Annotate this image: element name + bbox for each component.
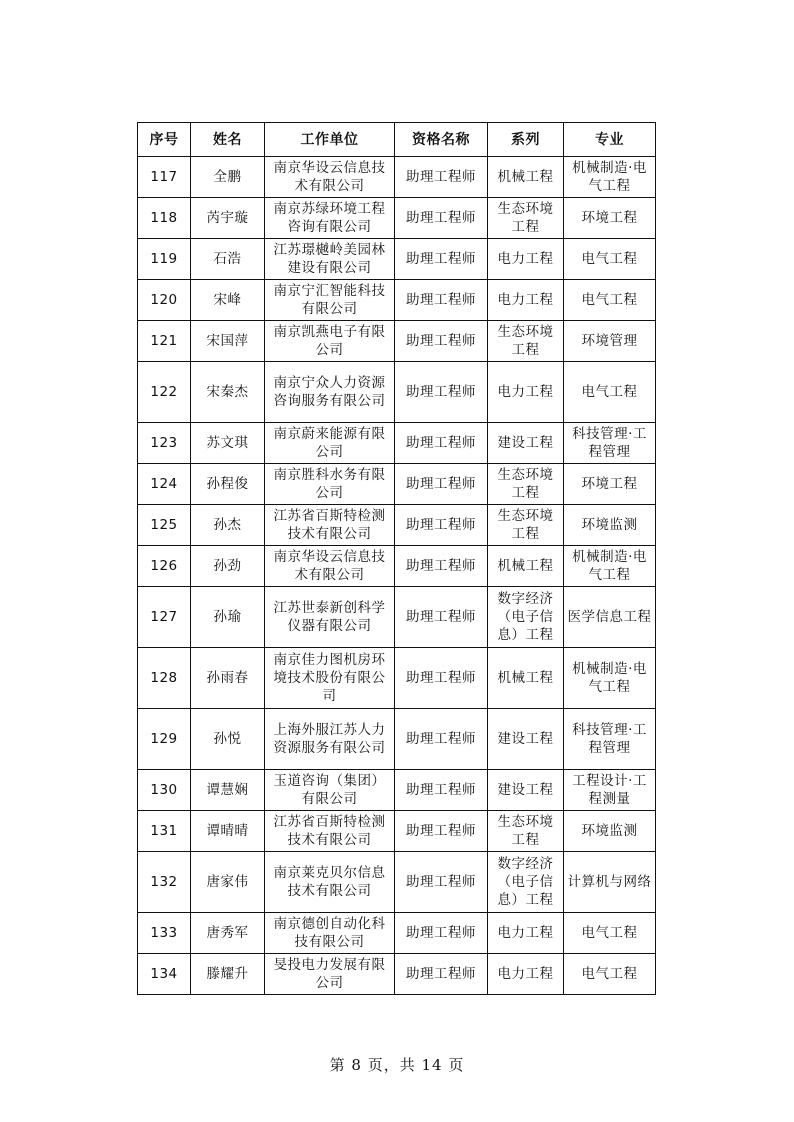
- cell-org: 南京莱克贝尔信息技术有限公司: [265, 852, 395, 913]
- table-row: [138, 505, 656, 546]
- cell-org: 江苏璟樾岭美园林建设有限公司: [265, 239, 395, 280]
- header-cell-series: 系列: [488, 123, 564, 157]
- cell-qual: 助理工程师: [395, 321, 488, 362]
- cell-major: 环境工程: [564, 464, 656, 505]
- cell-series: 机械工程: [488, 648, 564, 709]
- cell-qual: 助理工程师: [395, 587, 488, 648]
- header-cell-no: 序号: [138, 123, 191, 157]
- cell-name: 孙劲: [191, 546, 265, 587]
- cell-major: 计算机与网络: [564, 852, 656, 913]
- table-row: [138, 239, 656, 280]
- cell-no: 117: [138, 157, 191, 198]
- cell-series: 生态环境工程: [488, 464, 564, 505]
- table-row: [138, 587, 656, 648]
- cell-org: 南京华设云信息技术有限公司: [265, 157, 395, 198]
- cell-major: 科技管理·工程管理: [564, 709, 656, 770]
- cell-org: 玉道咨询（集团）有限公司: [265, 770, 395, 811]
- header-row: [138, 123, 656, 157]
- cell-series: 机械工程: [488, 546, 564, 587]
- cell-series: 电力工程: [488, 239, 564, 280]
- cell-name: 孙杰: [191, 505, 265, 546]
- cell-major: 机械制造·电气工程: [564, 157, 656, 198]
- table-row: [138, 546, 656, 587]
- cell-major: 环境管理: [564, 321, 656, 362]
- cell-series: 建设工程: [488, 423, 564, 464]
- table-row: [138, 709, 656, 770]
- cell-no: 134: [138, 954, 191, 995]
- cell-no: 118: [138, 198, 191, 239]
- cell-major: 电气工程: [564, 280, 656, 321]
- cell-org: 江苏省百斯特检测技术有限公司: [265, 505, 395, 546]
- cell-qual: 助理工程师: [395, 157, 488, 198]
- cell-qual: 助理工程师: [395, 198, 488, 239]
- cell-org: 南京宁众人力资源咨询服务有限公司: [265, 362, 395, 423]
- cell-major: 机械制造·电气工程: [564, 546, 656, 587]
- cell-qual: 助理工程师: [395, 423, 488, 464]
- cell-no: 132: [138, 852, 191, 913]
- cell-name: 孙程俊: [191, 464, 265, 505]
- cell-name: 苏文琪: [191, 423, 265, 464]
- table-row: [138, 423, 656, 464]
- cell-no: 127: [138, 587, 191, 648]
- cell-major: 电气工程: [564, 954, 656, 995]
- cell-qual: 助理工程师: [395, 913, 488, 954]
- cell-name: 宋秦杰: [191, 362, 265, 423]
- cell-major: 科技管理·工程管理: [564, 423, 656, 464]
- cell-major: 环境监测: [564, 811, 656, 852]
- cell-org: 江苏省百斯特检测技术有限公司: [265, 811, 395, 852]
- roster-table: [137, 122, 656, 995]
- cell-no: 125: [138, 505, 191, 546]
- cell-org: 上海外服江苏人力资源服务有限公司: [265, 709, 395, 770]
- cell-name: 谭慧娴: [191, 770, 265, 811]
- cell-qual: 助理工程师: [395, 239, 488, 280]
- cell-name: 宋国萍: [191, 321, 265, 362]
- table-row: [138, 464, 656, 505]
- page-footer: 第 8 页，共 14 页: [329, 1056, 465, 1074]
- roster-body: [138, 157, 656, 995]
- cell-no: 128: [138, 648, 191, 709]
- cell-no: 122: [138, 362, 191, 423]
- cell-no: 123: [138, 423, 191, 464]
- cell-series: 建设工程: [488, 709, 564, 770]
- cell-org: 南京佳力图机房环境技术股份有限公司: [265, 648, 395, 709]
- cell-name: 唐家伟: [191, 852, 265, 913]
- cell-name: 滕耀升: [191, 954, 265, 995]
- table-row: [138, 198, 656, 239]
- table-row: [138, 913, 656, 954]
- cell-no: 126: [138, 546, 191, 587]
- cell-name: 谭晴晴: [191, 811, 265, 852]
- cell-major: 机械制造·电气工程: [564, 648, 656, 709]
- cell-no: 120: [138, 280, 191, 321]
- cell-no: 133: [138, 913, 191, 954]
- cell-org: 南京凯燕电子有限公司: [265, 321, 395, 362]
- table-row: [138, 811, 656, 852]
- cell-qual: 助理工程师: [395, 362, 488, 423]
- cell-name: 孙悦: [191, 709, 265, 770]
- cell-series: 电力工程: [488, 954, 564, 995]
- cell-series: 机械工程: [488, 157, 564, 198]
- table-row: [138, 852, 656, 913]
- cell-qual: 助理工程师: [395, 464, 488, 505]
- cell-series: 电力工程: [488, 362, 564, 423]
- cell-series: 数字经济（电子信息）工程: [488, 587, 564, 648]
- cell-no: 124: [138, 464, 191, 505]
- cell-qual: 助理工程师: [395, 709, 488, 770]
- cell-no: 130: [138, 770, 191, 811]
- cell-major: 医学信息工程: [564, 587, 656, 648]
- cell-org: 南京宁汇智能科技有限公司: [265, 280, 395, 321]
- cell-org: 南京蔚来能源有限公司: [265, 423, 395, 464]
- cell-major: 工程设计·工程测量: [564, 770, 656, 811]
- cell-org: 南京华设云信息技术有限公司: [265, 546, 395, 587]
- cell-name: 孙雨春: [191, 648, 265, 709]
- cell-qual: 助理工程师: [395, 546, 488, 587]
- cell-org: 旻投电力发展有限公司: [265, 954, 395, 995]
- cell-qual: 助理工程师: [395, 648, 488, 709]
- cell-org: 南京德创自动化科技有限公司: [265, 913, 395, 954]
- header-cell-org: 工作单位: [265, 123, 395, 157]
- cell-series: 生态环境工程: [488, 198, 564, 239]
- cell-series: 生态环境工程: [488, 505, 564, 546]
- cell-name: 全鹏: [191, 157, 265, 198]
- cell-name: 芮宇璇: [191, 198, 265, 239]
- cell-org: 南京胜科水务有限公司: [265, 464, 395, 505]
- cell-name: 孙瑜: [191, 587, 265, 648]
- cell-series: 生态环境工程: [488, 811, 564, 852]
- cell-major: 电气工程: [564, 362, 656, 423]
- header-cell-name: 姓名: [191, 123, 265, 157]
- cell-major: 电气工程: [564, 913, 656, 954]
- cell-org: 南京苏绿环境工程咨询有限公司: [265, 198, 395, 239]
- table-row: [138, 362, 656, 423]
- table-row: [138, 321, 656, 362]
- cell-major: 环境监测: [564, 505, 656, 546]
- cell-series: 电力工程: [488, 913, 564, 954]
- cell-series: 建设工程: [488, 770, 564, 811]
- header-cell-major: 专业: [564, 123, 656, 157]
- cell-qual: 助理工程师: [395, 852, 488, 913]
- cell-name: 唐秀军: [191, 913, 265, 954]
- cell-series: 生态环境工程: [488, 321, 564, 362]
- cell-no: 119: [138, 239, 191, 280]
- cell-no: 129: [138, 709, 191, 770]
- cell-no: 131: [138, 811, 191, 852]
- table-row: [138, 280, 656, 321]
- cell-qual: 助理工程师: [395, 505, 488, 546]
- table-row: [138, 157, 656, 198]
- cell-series: 电力工程: [488, 280, 564, 321]
- cell-name: 宋峰: [191, 280, 265, 321]
- cell-series: 数字经济（电子信息）工程: [488, 852, 564, 913]
- cell-qual: 助理工程师: [395, 954, 488, 995]
- cell-qual: 助理工程师: [395, 770, 488, 811]
- cell-org: 江苏世泰新创科学仪器有限公司: [265, 587, 395, 648]
- cell-major: 环境工程: [564, 198, 656, 239]
- cell-qual: 助理工程师: [395, 811, 488, 852]
- header-cell-qual: 资格名称: [395, 123, 488, 157]
- table-row: [138, 770, 656, 811]
- table-row: [138, 954, 656, 995]
- cell-name: 石浩: [191, 239, 265, 280]
- cell-no: 121: [138, 321, 191, 362]
- cell-major: 电气工程: [564, 239, 656, 280]
- table-row: [138, 648, 656, 709]
- cell-qual: 助理工程师: [395, 280, 488, 321]
